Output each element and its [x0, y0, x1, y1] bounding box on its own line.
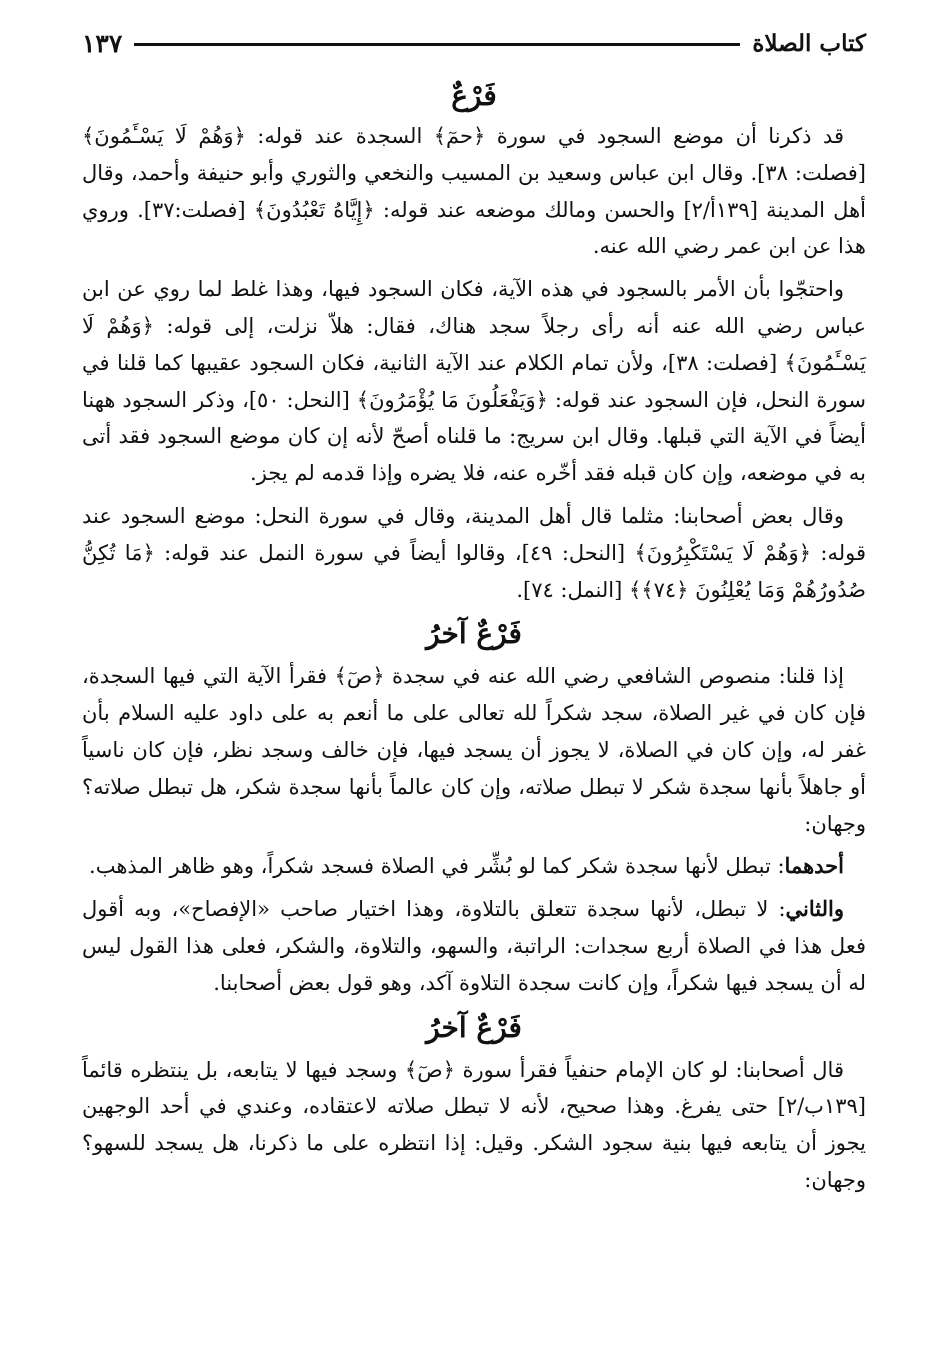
running-header	[82, 22, 866, 64]
second-view-label: والثاني	[785, 896, 844, 922]
section-heading-far: فَرْعٌ	[451, 79, 497, 112]
section-heading-another-far-1: فَرْعٌ آخرُ	[426, 617, 522, 651]
second-view-text: : لا تبطل، لأنها سجدة تتعلق بالتلاوة، وهذا اختيار صاحب «الإفصاح»، وبه أقول فعل هذا في الصلاة أربع سجدات: الراتبة، والسهو، والتلاوة، والشكر، فعلى هذا القول ليس له أن يسجد فيها شكراً، وإن كانت سجدة التلاوة آكد، وهو قول بعض أصحابنا.	[82, 897, 866, 995]
book-title: كتاب الصلاة	[752, 29, 866, 57]
page-number: ١٣٧	[82, 28, 123, 58]
paragraph-second-view	[82, 891, 866, 1001]
section-heading-another-far-2: فَرْعٌ آخرُ	[426, 1010, 522, 1044]
paragraph-sajda-sad: إذا قلنا: منصوص الشافعي رضي الله عنه في سجدة ﴿صٓ﴾ فقرأ الآية التي فيها السجدة، فإن كان في غير الصلاة، سجد شكراً لله تعالى على ما أنعم به على داود عليه السلام بأن غفر له، وإن كان في الصلاة، لا يجوز أن يسجد فيها، فإن خالف وسجد نظر، فإن كان ناسياً أو جاهلاً بأنها سجدة شكر لا تبطل صلاته، وإن كان عالماً بأنها سجدة شكر، هل تبطل صلاته؟ وجهان:	[82, 664, 866, 836]
first-view-text: : تبطل لأنها سجدة شكر كما لو بُشِّر في الصلاة فسجد شكراً، وهو ظاهر المذهب.	[89, 854, 785, 879]
paragraph-first-view	[82, 848, 866, 885]
header-rule	[134, 43, 740, 46]
paragraph-argument: واحتجّوا بأن الأمر بالسجود في هذه الآية، فكان السجود فيها، وهذا غلط لما روي عن ابن عباس رضي الله عنه أنه رأى رجلاً سجد هناك، فقال: هلاّ نزلت، إلى قوله: ﴿وَهُمْ لَا يَسْـَٔمُونَ﴾ [فصلت: ٣٨]، ولأن تمام الكلام عند الآية الثانية، فكان السجود عقيبها كما قلنا في سورة النحل، فإن السجود عند قوله: ﴿وَيَفْعَلُونَ مَا يُؤْمَرُونَ﴾ [النحل: ٥٠]، وذكر السجود ههنا أيضاً في الآية التي قبلها. وقال ابن سريج: ما قلناه أصحّ لأنه إن كان موضع السجود فقد أتى به في موضعه، وإن كان قبله فقد أخّره عنه، فلا يضره وإذا قدمه لم يجز.	[82, 277, 866, 486]
paragraph-hanafi-imam: قال أصحابنا: لو كان الإمام حنفياً فقرأ سورة ﴿صٓ﴾ وسجد فيها لا يتابعه، بل ينتظره قائماً [١٣٩ب/٢] حتى يفرغ. وهذا صحيح، لأنه لا تبطل صلاته لاعتقاده، وعندي في أحد الوجهين يجوز أن يتابعه فيها بنية سجود الشكر. وقيل: إذا انتظره على ما ذكرنا، هل يسجد للسهو؟ وجهان:	[82, 1057, 866, 1192]
paragraph-companions-opinion: وقال بعض أصحابنا: مثلما قال أهل المدينة، وقال في سورة النحل: موضع السجود عند قوله: ﴿وَهُمْ لَا يَسْتَكْبِرُونَ﴾ [النحل: ٤٩]، وقالوا أيضاً في سورة النمل عند قوله: ﴿مَا تُكِنُّ صُدُورُهُمْ وَمَا يُعْلِنُونَ ﴿٧٤﴾﴾ [النمل: ٧٤].	[82, 503, 866, 602]
paragraph-sajda-location: قد ذكرنا أن موضع السجود في سورة ﴿حمٓ﴾ السجدة عند قوله: ﴿وَهُمْ لَا يَسْـَٔمُونَ﴾ [فصلت: ٣٨]. وقال ابن عباس وسعيد بن المسيب والنخعي والثوري وأبو حنيفة وأحمد، وقال أهل المدينة [١٣٩أ/٢] والحسن ومالك موضعه عند قوله: ﴿إِيَّاهُ تَعْبُدُونَ﴾ [فصلت:٣٧]. وروي هذا عن ابن عمر رضي الله عنه.	[82, 124, 866, 259]
first-view-label: أحدهما	[784, 853, 844, 879]
